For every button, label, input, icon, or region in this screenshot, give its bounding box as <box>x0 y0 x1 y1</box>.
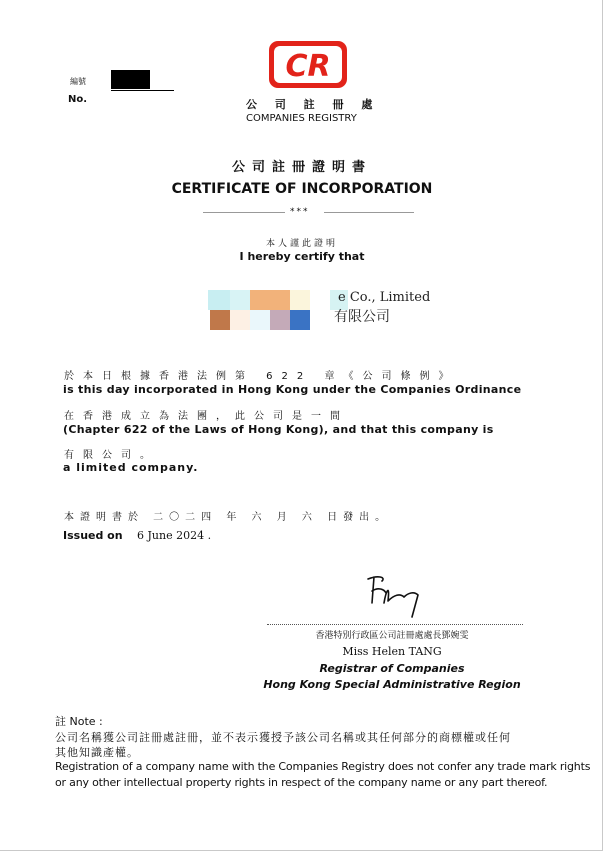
body-line2-en: (Chapter 622 of the Laws of Hong Kong), and that this company is <box>63 423 494 436</box>
signatory-title-en-1: Registrar of Companies <box>319 662 465 675</box>
body-line2-zh: 在香港成立為法團，此公司是一間 <box>64 411 349 422</box>
registry-name-zh: 公 司 註 冊 處 <box>246 98 380 111</box>
signature <box>364 573 428 621</box>
note-zh-line1: 公司名稱獲公司註冊處註冊，並不表示獲授予該公司名稱或其任何部分的商標權或任何 <box>55 731 511 744</box>
body-line1-zh: 於本日根據香港法例第 622 章《公司條例》 <box>64 371 458 382</box>
certify-text-en: I hereby certify that <box>239 250 365 263</box>
certify-text-zh: 本人謹此證明 <box>265 239 338 249</box>
registry-name-en: COMPANIES REGISTRY <box>246 113 357 124</box>
certificate-title-zh: 公司註冊證明書 <box>231 160 372 175</box>
company-name-zh: 有限公司 <box>334 309 390 325</box>
note-en-line2: or any other intellectual property rights in respect of the company name or any part thereof. <box>55 776 548 789</box>
issued-date-zh: 本證明書於 二〇二四 年 六 月 六 日發出。 <box>64 512 392 523</box>
body-line1-en: is this day incorporated in Hong Kong under the Companies Ordinance <box>63 383 522 396</box>
signature-line <box>267 624 523 625</box>
number-label-zh: 編號 <box>70 77 86 86</box>
divider-stars: *** <box>290 207 310 217</box>
divider-left <box>203 212 285 213</box>
divider-right <box>324 212 414 213</box>
certificate-title-en: CERTIFICATE OF INCORPORATION <box>171 181 433 197</box>
note-heading: 註 Note : <box>55 715 103 728</box>
signatory-name: Miss Helen TANG <box>342 645 442 658</box>
number-label-en: No. <box>68 94 88 105</box>
body-line3-en: a limited company. <box>63 461 199 474</box>
cr-logo <box>268 40 348 89</box>
issued-label-en: Issued on <box>63 529 123 542</box>
note-en-line1: Registration of a company name with the Companies Registry does not confer any trade mark rights <box>55 760 591 773</box>
logo-text: CR <box>285 49 331 84</box>
signatory-title-en-2: Hong Kong Special Administrative Region <box>263 678 521 691</box>
company-name-en: e Co., Limited <box>338 290 431 305</box>
body-line3-zh: 有限公司。 <box>64 450 159 461</box>
note-zh-line2: 其他知識產權。 <box>55 746 139 759</box>
number-underline <box>111 90 174 91</box>
number-redaction <box>111 70 150 89</box>
issued-date-en: 6 June 2024 . <box>137 529 212 542</box>
signatory-title-zh: 香港特別行政區公司註冊處處長鄧婉雯 <box>315 631 469 641</box>
